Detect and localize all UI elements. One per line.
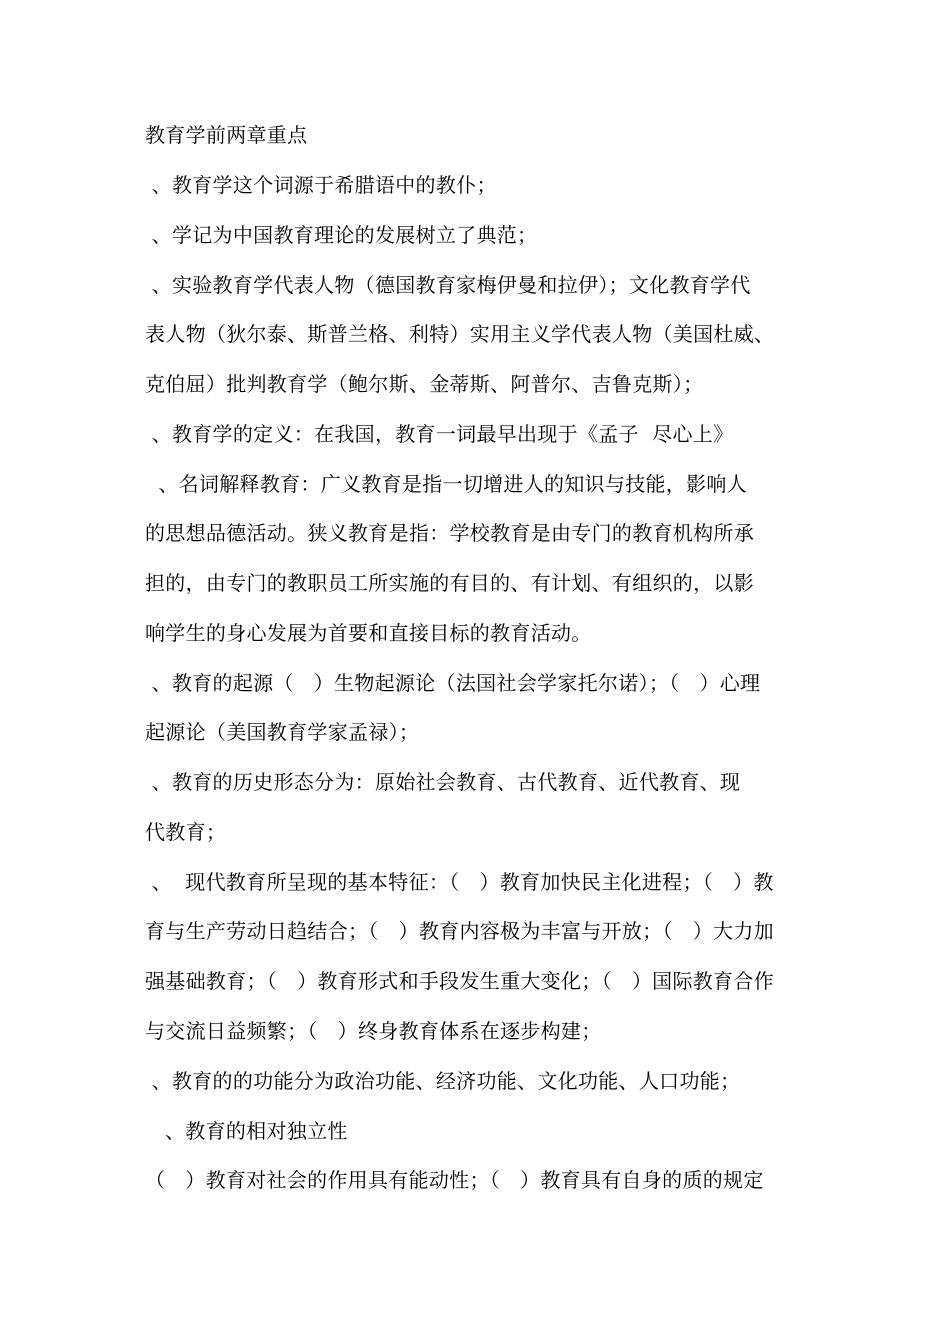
text-line: 、教育的的功能分为政治功能、经济功能、文化功能、人口功能； xyxy=(145,1069,741,1093)
text-line: 、教育学的定义：在我国，教育一词最早出现于《孟子 尽心上》 xyxy=(145,422,734,446)
text-line: 育与生产劳动日趋结合；（ ）教育内容极为丰富与开放；（ ）大力加 xyxy=(145,919,774,943)
text-line: 与交流日益频繁；（ ）终身教育体系在逐步构建； xyxy=(145,1019,602,1043)
text-line: 、教育的起源（ ）生物起源论（法国社会学家托尔诺）；（ ）心理 xyxy=(145,671,761,695)
text-line: 、名词解释教育：广义教育是指一切增进人的知识与技能，影响人 xyxy=(145,472,748,496)
text-line: （ ）教育对社会的作用具有能动性；（ ）教育具有自身的质的规定 xyxy=(145,1168,764,1192)
text-line: 强基础教育；（ ）教育形式和手段发生重大变化；（ ）国际教育合作 xyxy=(145,969,774,993)
text-line: 克伯屈）批判教育学（鲍尔斯、金蒂斯、阿普尔、吉鲁克斯）； xyxy=(145,372,704,396)
text-line: 、 现代教育所呈现的基本特征：（ ）教育加快民主化进程；（ ）教 xyxy=(145,870,774,894)
text-line: 、教育的相对独立性 xyxy=(145,1119,348,1143)
text-line: 、教育学这个词源于希腊语中的教仆； xyxy=(145,173,497,197)
text-line: 、教育的历史形态分为：原始社会教育、古代教育、近代教育、现 xyxy=(145,770,741,794)
text-line: 的思想品德活动。狭义教育是指：学校教育是由专门的教育机构所承 xyxy=(145,521,754,545)
text-line: 、学记为中国教育理论的发展树立了典范； xyxy=(145,223,538,247)
text-line: 、实验教育学代表人物（德国教育家梅伊曼和拉伊）；文化教育学代 xyxy=(145,273,751,297)
document-title: 教育学前两章重点 xyxy=(145,123,308,147)
text-line: 代教育； xyxy=(145,820,227,844)
text-line: 起源论（美国教育学家孟禄）； xyxy=(145,720,420,744)
text-line: 表人物（狄尔泰、斯普兰格、利特）实用主义学代表人物（美国杜威、 xyxy=(145,322,775,346)
text-line: 响学生的身心发展为首要和直接目标的教育活动。 xyxy=(145,621,592,645)
text-line: 担的，由专门的教职员工所实施的有目的、有计划、有组织的，以影 xyxy=(145,571,754,595)
